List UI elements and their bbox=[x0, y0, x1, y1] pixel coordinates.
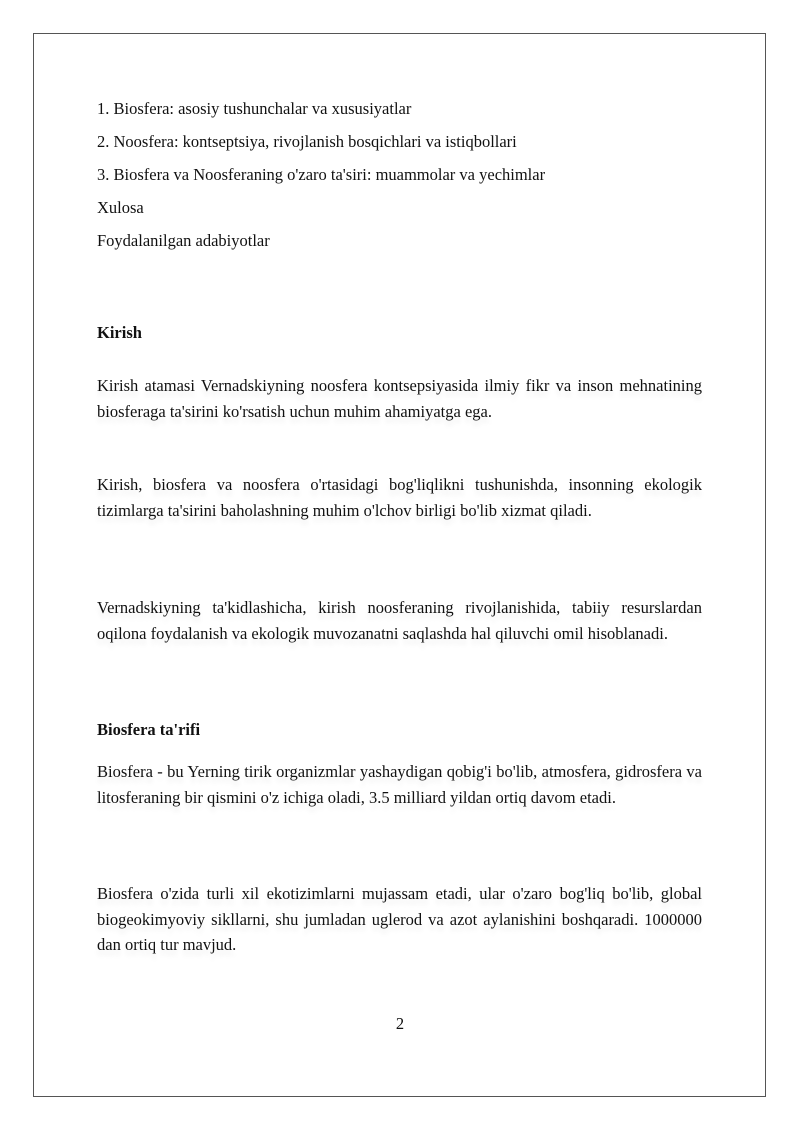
toc-item-3: 3. Biosfera va Noosferaning o'zaro ta'siri: muammolar va yechimlar bbox=[97, 165, 546, 184]
toc-item-2: 2. Noosfera: kontseptsiya, rivojlanish bosqichlari va istiqbollari bbox=[97, 132, 517, 151]
page-number: 2 bbox=[395, 1014, 405, 1033]
toc-item-conclusion: Xulosa bbox=[97, 198, 144, 217]
heading-kirish: Kirish bbox=[97, 323, 142, 342]
table-of-contents bbox=[97, 92, 702, 257]
toc-item-references: Foydalanilgan adabiyotlar bbox=[97, 231, 270, 250]
toc-item-1: 1. Biosfera: asosiy tushunchalar va xususiyatlar bbox=[97, 99, 412, 118]
kirish-paragraph-2: Kirish, biosfera va noosfera o'rtasidagi bog'liqlikni tushunishda, insonning ekologik tizimlarga ta'sirini baholashning muhim o'lchov birligi bo'lib xizmat qiladi. bbox=[97, 475, 702, 520]
biosfera-paragraph-1: Biosfera - bu Yerning tirik organizmlar yashaydigan qobig'i bo'lib, atmosfera, gidrosfera va litosferaning bir qismini o'z ichiga oladi, 3.5 milliard yildan ortiq davom etadi. bbox=[97, 762, 702, 807]
biosfera-paragraph-2: Biosfera o'zida turli xil ekotizimlarni mujassam etadi, ular o'zaro bog'liq bo'lib, global biogeokimyoviy sikllarni, shu jumladan uglerod va azot aylanishini boshqaradi. 1000000 dan ortiq tur mavjud. bbox=[97, 884, 702, 954]
kirish-paragraph-3: Vernadskiyning ta'kidlashicha, kirish noosferaning rivojlanishida, tabiiy resurslardan oqilona foydalanish va ekologik muvozanatni saqlashda hal qiluvchi omil hisoblanadi. bbox=[97, 598, 702, 643]
heading-biosfera-tarifi: Biosfera ta'rifi bbox=[97, 720, 201, 739]
kirish-paragraph-1: Kirish atamasi Vernadskiyning noosfera kontsepsiyasida ilmiy fikr va inson mehnatining biosferaga ta'sirini ko'rsatish uchun muhim ahamiyatga ega. bbox=[97, 376, 702, 421]
